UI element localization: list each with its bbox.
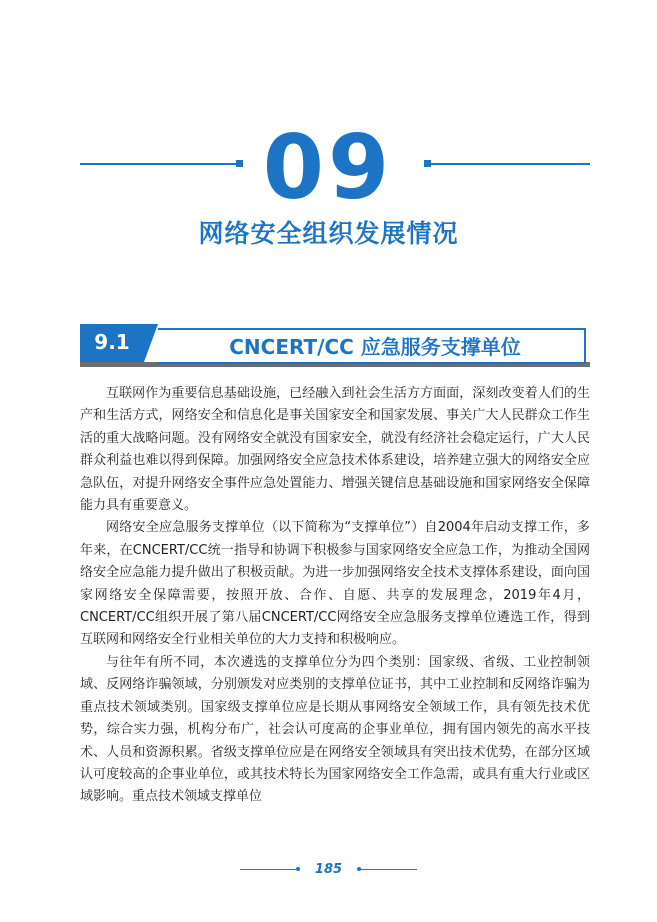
footer-rule-right: [359, 869, 417, 870]
body-text: [80, 383, 590, 809]
paragraph: 互联网作为重要信息基础设施，已经融入到社会生活方方面面，深刻改变着人们的生产和生活方式，网络安全和信息化是事关国家安全和国家发展、事关广大人民群众工作生活的重大战略问题。没有网络安全就没有国家安全，就没有经济社会稳定运行，广大人民群众利益也难以得到保障。加强网络安全应急技术体系建设，培养建立强大的网络安全应急队伍，对提升网络安全事件应急处置能力、增强关键信息基础设施和国家网络安全保障能力具有重要意义。: [80, 386, 590, 514]
paragraph: 网络安全应急服务支撑单位（以下简称为“支撑单位”）自2004年启动支撑工作，多年来，在CNCERT/CC统一指导和协调下积极参与国家网络安全应急工作，为推动全国网络安全应急能力提升做出了积极贡献。为进一步加强网络安全技术支撑体系建设，面向国家网络安全保障需要，按照开放、合作、自愿、共享的发展理念，2019年4月，CNCERT/CC组织开展了第八届CNCERT/CC网络安全应急服务支撑单位遴选工作，得到互联网和网络安全行业相关单位的大力支持和积极响应。: [80, 520, 590, 648]
chapter-rule-right-marker: [424, 160, 431, 167]
section-number: 9.1: [94, 330, 130, 354]
chapter-title: 网络安全组织发展情况: [198, 219, 459, 248]
section-title: CNCERT/CC 应急服务支撑单位: [229, 335, 521, 359]
chapter-number: 09: [262, 116, 394, 219]
chapter-rule-right: [428, 163, 590, 165]
footer-rule-left: [240, 869, 298, 870]
paragraph: 与往年有所不同，本次遴选的支撑单位分为四个类别：国家级、省级、工业控制领域、反网络诈骗领域，分别颁发对应类别的支撑单位证书，其中工业控制和反网络诈骗为重点技术领域类别。国家级支撑单位应是长期从事网络安全领域工作，具有领先技术优势，综合实力强，机构分布广，社会认可度高的企事业单位，拥有国内领先的高水平技术、人员和资源积累。省级支撑单位应是在网络安全领域具有突出技术优势，在部分区域认可度较高的企事业单位，或其技术特长为国家网络安全工作急需，或具有重大行业或区域影响。重点技术领域支撑单位: [80, 654, 590, 805]
chapter-rule-left: [80, 163, 240, 165]
page-number: 185: [314, 862, 343, 877]
